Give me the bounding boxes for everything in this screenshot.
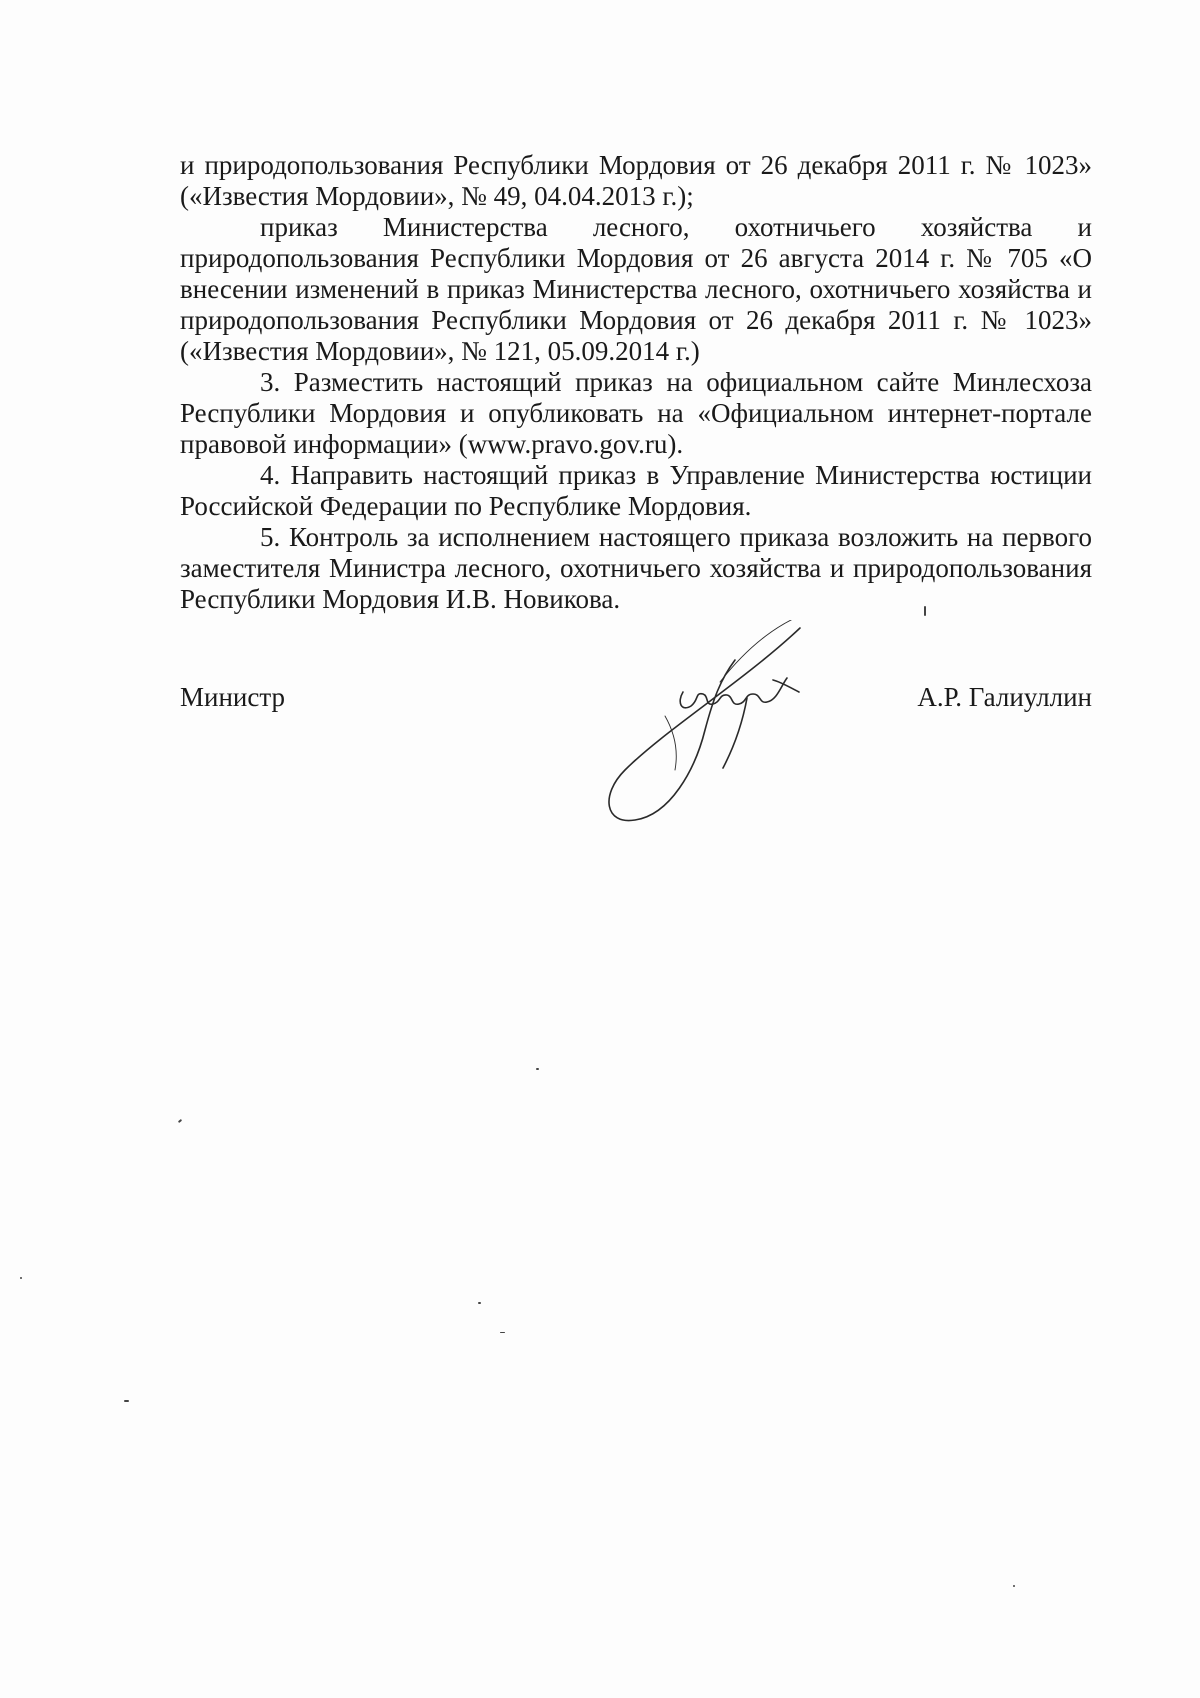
handwritten-signature-icon	[595, 620, 865, 835]
paragraph-item-3: 3. Разместить настоящий приказ на официальном сайте Минлесхоза Республики Мордовия и опубликовать на «Официальном интернет-портале правовой информации» (www.pravo.gov.ru).	[180, 367, 1092, 459]
scan-speck	[478, 1302, 481, 1304]
scan-speck	[924, 606, 926, 616]
paragraph-item-4: 4. Направить настоящий приказ в Управление Министерства юстиции Российской Федерации по Республике Мордовия.	[180, 460, 1092, 521]
scan-speck	[178, 1119, 182, 1123]
signatory-name: А.Р. Галиуллин	[917, 682, 1092, 712]
paragraph-order-705: приказ Министерства лесного, охотничьего хозяйства и природопользования Республики Мордовия от 26 августа 2014 г. № 705 «О внесении изменений в приказ Министерства лесного, охотничьего хозяйства и природопользования Республики Мордовия от 26 декабря 2011 г. № 1023» («Известия Мордовии», № 121, 05.09.2014 г.)	[180, 212, 1092, 366]
document-body	[180, 150, 1092, 615]
scan-speck	[20, 1277, 22, 1279]
paragraph-previous-order-citation: и природопользования Республики Мордовия от 26 декабря 2011 г. № 1023» («Известия Мордовии», № 49, 04.04.2013 г.);	[180, 150, 1092, 211]
paragraph-item-5: 5. Контроль за исполнением настоящего приказа возложить на первого заместителя Министра лесного, охотничьего хозяйства и природопользования Республики Мордовия И.В. Новикова.	[180, 522, 1092, 614]
scan-speck	[1013, 1585, 1015, 1587]
scan-speck	[500, 1332, 505, 1333]
scan-speck	[536, 1068, 539, 1070]
signatory-title: Министр	[180, 682, 285, 712]
scan-speck	[124, 1400, 129, 1402]
